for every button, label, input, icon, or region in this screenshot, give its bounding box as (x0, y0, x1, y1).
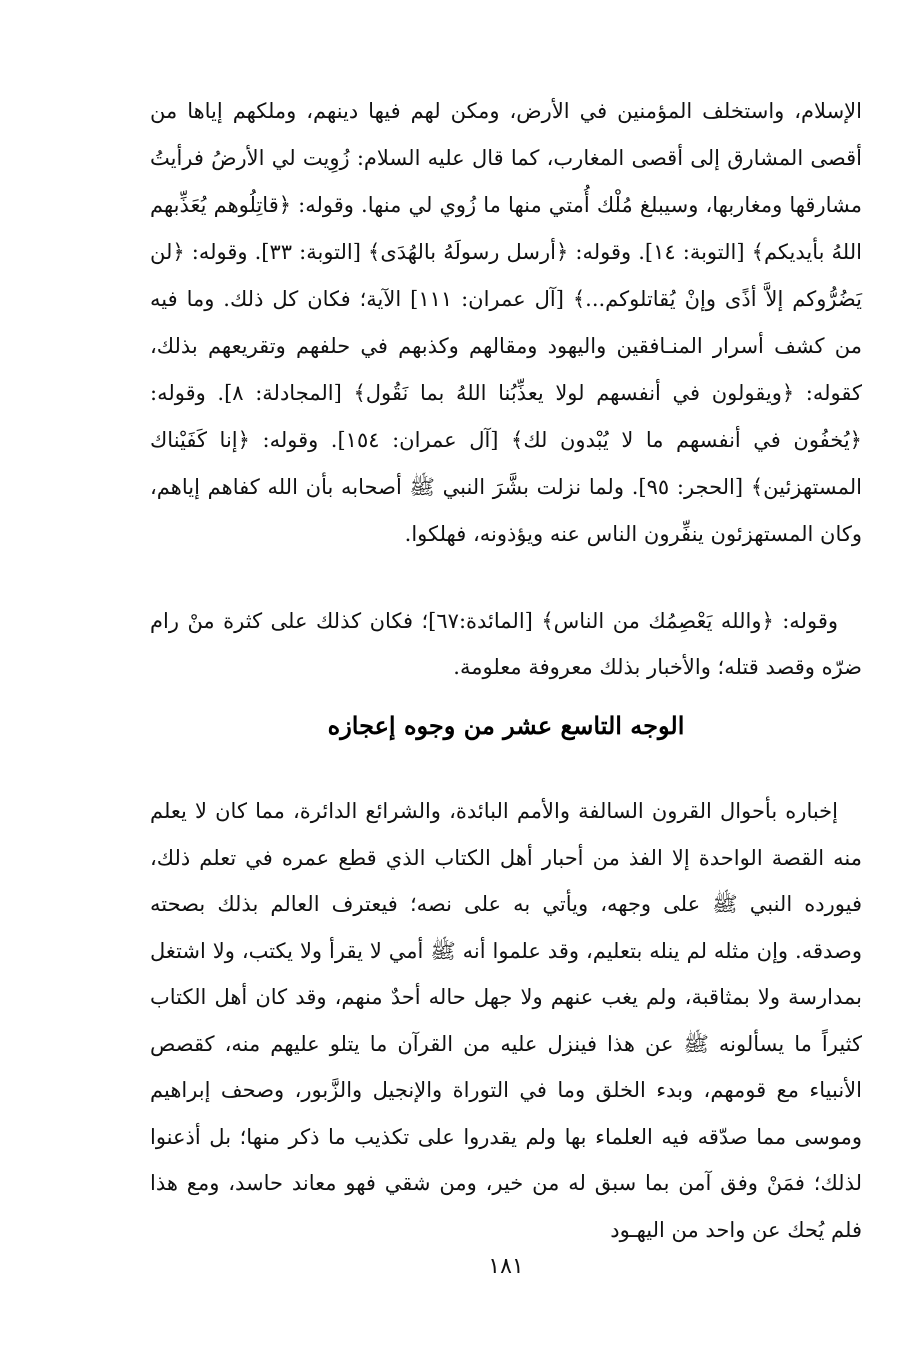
body-paragraph: الإسلام، واستخلف المؤمنين في الأرض، ومكن لهم فيها دينهم، وملكهم إياها من أقصى المشارق إلى أقصى المغارب، كما قال عليه السلام: زُوِيت لي الأرضُ فرأيتُ مشارقها ومغاربها، وسيبلغ مُلْك أُمتي منها ما زُوي لي منها. وقوله: ﴿قاتِلُوهم يُعَذِّبهم اللهُ بأيديكم﴾ [التوبة: ١٤]. وقوله: ﴿أرسل رسولَهُ بالهُدَى﴾ [التوبة: ٣٣]. وقوله: ﴿لن يَضُرُّوكم إلاَّ أذًى وإنْ يُقاتلوكم...﴾ [آل عمران: ١١١] الآية؛ فكان كل ذلك. وما فيه من كشف أسرار المنـافقين واليهود ومقالهم وكذبهم في حلفهم وتقريعهم بذلك، كقوله: ﴿ويقولون في أنفسهم لولا يعذِّبُنا اللهُ بما نَقُول﴾ [المجادلة: ٨]. وقوله: ﴿يُخفُون في أنفسهم ما لا يُبْدون لك﴾ [آل عمران: ١٥٤]. وقوله: ﴿إنا كَفَيْناك المستهزئين﴾ [الحجر: ٩٥]. ولما نزلت بشَّرَ النبي ﷺ أصحابه بأن الله كفاهم إياهم، وكان المستهزئون ينفِّرون الناس عنه ويؤذونه، فهلكوا. (150, 99, 863, 546)
page-number: ١٨١ (488, 1254, 524, 1279)
body-paragraph: إخباره بأحوال القرون السالفة والأمم البائدة، والشرائع الدائرة، مما كان لا يعلم منه القصة الواحدة إلا الفذ من أحبار أهل الكتاب الذي قطع عمره في تعلم ذلك، فيورده النبي ﷺ على وجهه، ويأتي به على نصه؛ فيعترف العالم بذلك بصحته وصدقه. وإن مثله لم ينله بتعليم، وقد علموا أنه ﷺ أمي لا يقرأ ولا يكتب، ولا اشتغل بمدارسة ولا بمثاقبة، ولم يغب عنهم ولا جهل حاله أحدٌ منهم، وقد كان أهل الكتاب كثيراً ما يسألونه ﷺ عن هذا فينزل عليه من القرآن ما يتلو عليهم منه، كقصص الأنبياء مع قومهم، وبدء الخلق وما في التوراة والإنجيل والزَّبور، وصحف إبراهيم وموسى مما صدّقه فيه العلماء بها ولم يقدروا على تكذيب ما ذكر منها؛ بل أذعنوا لذلك؛ فمَنْ وفق آمن بما سبق له من خير، ومن شقي فهو معاند حاسد، ومع هذا فلم يُحك عن واحد من اليهـود (150, 799, 862, 1242)
section-heading: الوجه التاسع عشر من وجوه إعجازه (327, 711, 685, 740)
body-paragraph: وقوله: ﴿والله يَعْصِمُك من الناس﴾ [المائدة:٦٧]؛ فكان كذلك على كثرة منْ رام ضرّه وقصد قتله؛ والأخبار بذلك معروفة معلومة. (150, 609, 862, 679)
